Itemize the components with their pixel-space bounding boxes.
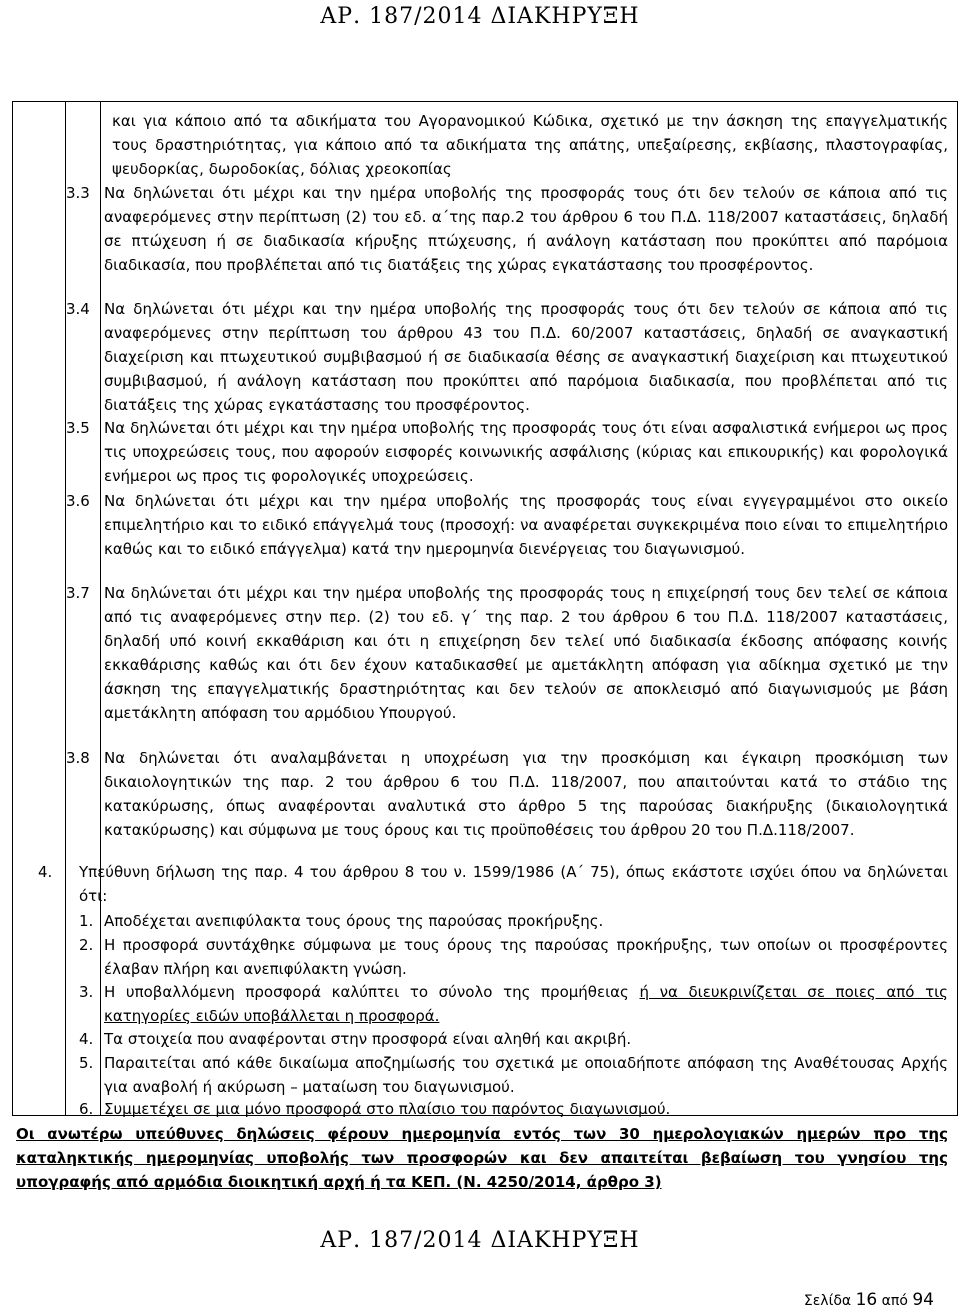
item-text-3-8: Να δηλώνεται ότι αναλαμβάνεται η υποχρέωση για την προσκόμιση και έγκαιρη προσκόμιση των δικαιολογητικών της παρ. 2 του άρθρου 6 του Π.Δ. 118/2007, που απαιτούνται κατά το στάδιο της κατακύρωσης, όπως αναφέρονται αναλυτικά στο άρθρο 5 της παρούσας διακήρυξης (δικαιολογητικά κατακύρωσης) και σύμφωνα με τους όρους και τις προϋποθέσεις του άρθρου 20 του Π.Δ.118/2007. (104, 749, 948, 839)
item-number-3-6: 3.6 (66, 492, 90, 510)
item-number-3-3: 3.3 (66, 184, 90, 202)
sub-item-text-3-plain: Η υποβαλλόμενη προσφορά καλύπτει το σύνολο της προμήθειας (104, 983, 640, 1001)
sub-item-number-5: 5. (79, 1054, 94, 1072)
page-header-title: ΑΡ. 187/2014 ΔΙΑΚΗΡΥΞΗ (320, 4, 640, 29)
column-divider-1 (65, 102, 66, 1115)
sub-item-number-2: 2. (79, 936, 94, 954)
item-text-3-5: Να δηλώνεται ότι μέχρι και την ημέρα υποβολής της προσφοράς τους ότι είναι ασφαλιστικά ενήμεροι ως προς τις υποχρεώσεις τους, που αφορούν εισφορές κοινωνικής ασφάλισης (κύριας και επικουρικής) και φορολογικά ενήμεροι ως προς τις φορολογικές υποχρεώσεις. (104, 419, 948, 485)
of-label: από (881, 1293, 908, 1309)
page-number (804, 1290, 934, 1310)
sub-item-text-3-underlined: ή να διευκρινίζεται σε ποιες από τις κατηγορίες ειδών υποβάλλεται η προσφορά. (104, 983, 948, 1025)
item-text-3-6: Να δηλώνεται ότι μέχρι και την ημέρα υποβολής της προσφοράς τους είναι εγγεγραμμένοι στο οικείο επιμελητήριο και το ειδικό επάγγελμά τους (προσοχή: να αναφέρεται συγκεκριμένα ποιο είναι το επιμελητήριο καθώς και το ειδικό επάγγελμα) κατά την ημερομηνία διενέργειας του διαγωνισμού. (104, 492, 948, 558)
sub-item-number-6: 6. (79, 1100, 94, 1118)
sub-item-text-6: Συμμετέχει σε μια μόνο προσφορά στο πλαίσιο του παρόντος διαγωνισμού. (104, 1100, 671, 1118)
item-number-3-7: 3.7 (66, 584, 90, 602)
column-divider-2 (100, 102, 101, 1115)
sub-item-text-1: Αποδέχεται ανεπιφύλακτα τους όρους της παρούσας προκήρυξης. (104, 912, 604, 930)
sub-item-number-1: 1. (79, 912, 94, 930)
total-pages: 94 (912, 1290, 934, 1310)
item-number-3-5: 3.5 (66, 419, 90, 437)
item-number-3-8: 3.8 (66, 749, 90, 767)
item-text-3-3: Να δηλώνεται ότι μέχρι και την ημέρα υποβολής της προσφοράς τους ότι δεν τελούν σε κάποια από τις αναφερόμενες στην περίπτωση (2) του εδ. α΄της παρ.2 του άρθρου 6 του Π.Δ. 118/2007 καταστάσεις, δηλαδή σε πτώχευση ή σε διαδικασία κήρυξης πτώχευσης, ή ανάλογη κατάσταση που προκύπτει από παρόμοια διαδικασία, που προβλέπεται από τις διατάξεις της χώρας εγκατάστασης του προσφέροντος. (104, 184, 948, 274)
sub-item-text-4: Τα στοιχεία που αναφέρονται στην προσφορά είναι αληθή και ακριβή. (104, 1030, 632, 1048)
page-footer-title: ΑΡ. 187/2014 ΔΙΑΚΗΡΥΞΗ (320, 1228, 640, 1253)
sub-item-text-2: Η προσφορά συντάχθηκε σύμφωνα με τους όρους της παρούσας προκήρυξης, των οποίων οι προσφέροντες έλαβαν πλήρη και ανεπιφύλακτη γνώση. (104, 936, 948, 978)
closing-statement: Οι ανωτέρω υπεύθυνες δηλώσεις φέρουν ημερομηνία εντός των 30 ημερολογιακών ημερών προ της καταληκτικής ημερομηνίας υποβολής των προσφορών και δεν απαιτείται βεβαίωση του γνησίου της υπογραφής από αρμόδια διοικητική αρχή ή τα ΚΕΠ. (Ν. 4250/2014, άρθρο 3) (16, 1125, 948, 1191)
sub-item-text-3 (104, 980, 948, 1028)
sub-item-text-5: Παραιτείται από κάθε δικαίωμα αποζημίωσής του σχετικά με οποιαδήποτε απόφαση της Αναθέτουσας Αρχής για αναβολή ή ακύρωση – ματαίωση του διαγωνισμού. (104, 1054, 948, 1096)
current-page: 16 (855, 1290, 878, 1310)
item-number-4: 4. (38, 863, 53, 881)
page-label: Σελίδα (803, 1293, 852, 1309)
item-text-3-7: Να δηλώνεται ότι μέχρι και την ημέρα υποβολής της προσφοράς τους η επιχείρησή τους δεν τελεί σε κάποια από τις αναφερόμενες στην περ. (2) του εδ. γ΄ της παρ. 2 του άρθρου 6 του Π.Δ. 118/2007 καταστάσεις, δηλαδή υπό κοινή εκκαθάριση και ότι η επιχείρηση δεν τελεί υπό διαδικασία έκδοσης απόφασης κοινής εκκαθάρισης καθώς και ότι δεν έχουν καταδικασθεί με αμετάκλητη απόφαση για αδίκημα σχετικό με την άσκηση της επαγγελματικής δραστηριότητας και δεν τελούν σε αποκλεισμό από διαγωνισμούς με βάση αμετάκλητη απόφαση του αρμόδιου Υπουργού. (104, 584, 948, 722)
sub-item-number-4: 4. (79, 1030, 94, 1048)
item-text-3-4: Να δηλώνεται ότι μέχρι και την ημέρα υποβολής της προσφοράς τους ότι δεν τελούν σε κάποια από τις αναφερόμενες στην περίπτωση του άρθρου 43 του Π.Δ. 60/2007 καταστάσεις, δηλαδή σε αναγκαστική διαχείριση και πτωχευτικού συμβιβασμού ή σε διαδικασία θέσης σε αναγκαστική διαχείριση και πτωχευτικού συμβιβασμού, ή ανάλογη κατάσταση που προκύπτει από παρόμοια διαδικασία, που προβλέπεται από τις διατάξεις της χώρας εγκατάστασης του προσφέροντος. (104, 300, 948, 414)
sub-item-number-3: 3. (79, 983, 94, 1001)
item-number-3-4: 3.4 (66, 300, 90, 318)
continuation-text: και για κάποιο από τα αδικήματα του Αγορανομικού Κώδικα, σχετικό με την άσκηση της επαγγελματικής τους δραστηριότητας, για κάποιο από τα αδικήματα της απάτης, υπεξαίρεσης, εκβίασης, πλαστογραφίας, ψευδορκίας, δωροδοκίας, δόλιας χρεοκοπίας (112, 112, 948, 178)
item-text-4: Υπεύθυνη δήλωση της παρ. 4 του άρθρου 8 του ν. 1599/1986 (Α΄ 75), όπως εκάστοτε ισχύει όπου να δηλώνεται ότι: (79, 863, 948, 905)
